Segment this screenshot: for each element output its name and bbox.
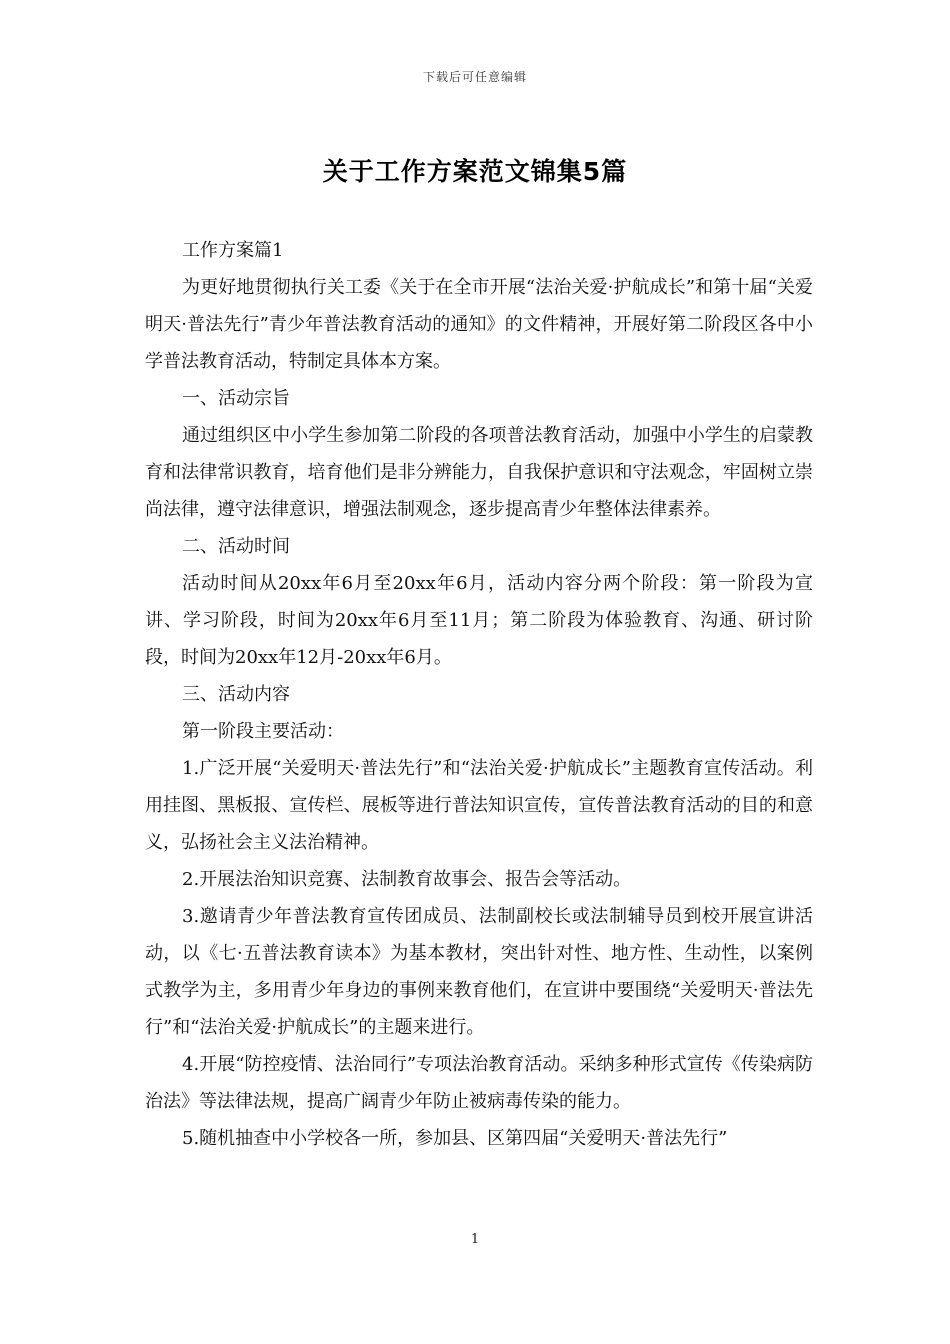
purpose-paragraph: 通过组织区中小学生参加第二阶段的各项普法教育活动，加强中小学生的启蒙教育和法律常识教育，培育他们是非分辨能力，自我保护意识和守法观念，牢固树立崇尚法律，遵守法律意识，增强法制观念，逐步提高青少年整体法律素养。 xyxy=(145,425,813,520)
document-body xyxy=(145,232,813,1157)
header-note: 下载后可任意编辑 xyxy=(422,70,527,84)
list-item: 3.邀请青少年普法教育宣传团成员、法制副校长或法制辅导员到校开展宣讲活动，以《七·五普法教育读本》为基本教材，突出针对性、地方性、生动性，以案例式教学为主，多用青少年身边的事例来教育他们，在宣讲中要围绕“关爱明天·普法先行”和“法治关爱·护航成长”的主题来进行。 xyxy=(145,906,813,1038)
page-number: 1 xyxy=(470,1232,480,1247)
list-item: 1.广泛开展“关爱明天·普法先行”和“法治关爱·护航成长”主题教育宣传活动。利用挂图、黑板报、宣传栏、展板等进行普法知识宣传，宣传普法教育活动的目的和意义，弘扬社会主义法治精神。 xyxy=(145,758,813,853)
time-paragraph: 活动时间从20xx年6月至20xx年6月，活动内容分两个阶段：第一阶段为宣讲、学习阶段，时间为20xx年6月至11月；第二阶段为体验教育、沟通、研讨阶段，时间为20xx年12月-20xx年6月。 xyxy=(145,573,813,668)
list-item: 2.开展法治知识竞赛、法制教育故事会、报告会等活动。 xyxy=(182,869,632,890)
document-title: 关于工作方案范文锦集5篇 xyxy=(322,157,628,186)
list-item: 4.开展“防控疫情、法治同行”专项法治教育活动。采纳多种形式宣传《传染病防治法》等法律法规，提高广阔青少年防止被病毒传染的能力。 xyxy=(145,1054,813,1112)
intro-paragraph: 为更好地贯彻执行关工委《关于在全市开展“法治关爱·护航成长”和第十届“关爱明天·普法先行”青少年普法教育活动的通知》的文件精神，开展好第二阶段区各中小学普法教育活动，特制定具体本方案。 xyxy=(145,277,813,372)
section-heading-purpose: 一、活动宗旨 xyxy=(182,388,290,409)
list-item: 5.随机抽查中小学校各一所，参加县、区第四届“关爱明天·普法先行” xyxy=(182,1128,728,1149)
section-heading-time: 二、活动时间 xyxy=(182,536,290,557)
section-heading-plan-1: 工作方案篇1 xyxy=(182,240,284,261)
phase-one-heading: 第一阶段主要活动： xyxy=(182,721,344,742)
section-heading-content: 三、活动内容 xyxy=(182,684,290,705)
